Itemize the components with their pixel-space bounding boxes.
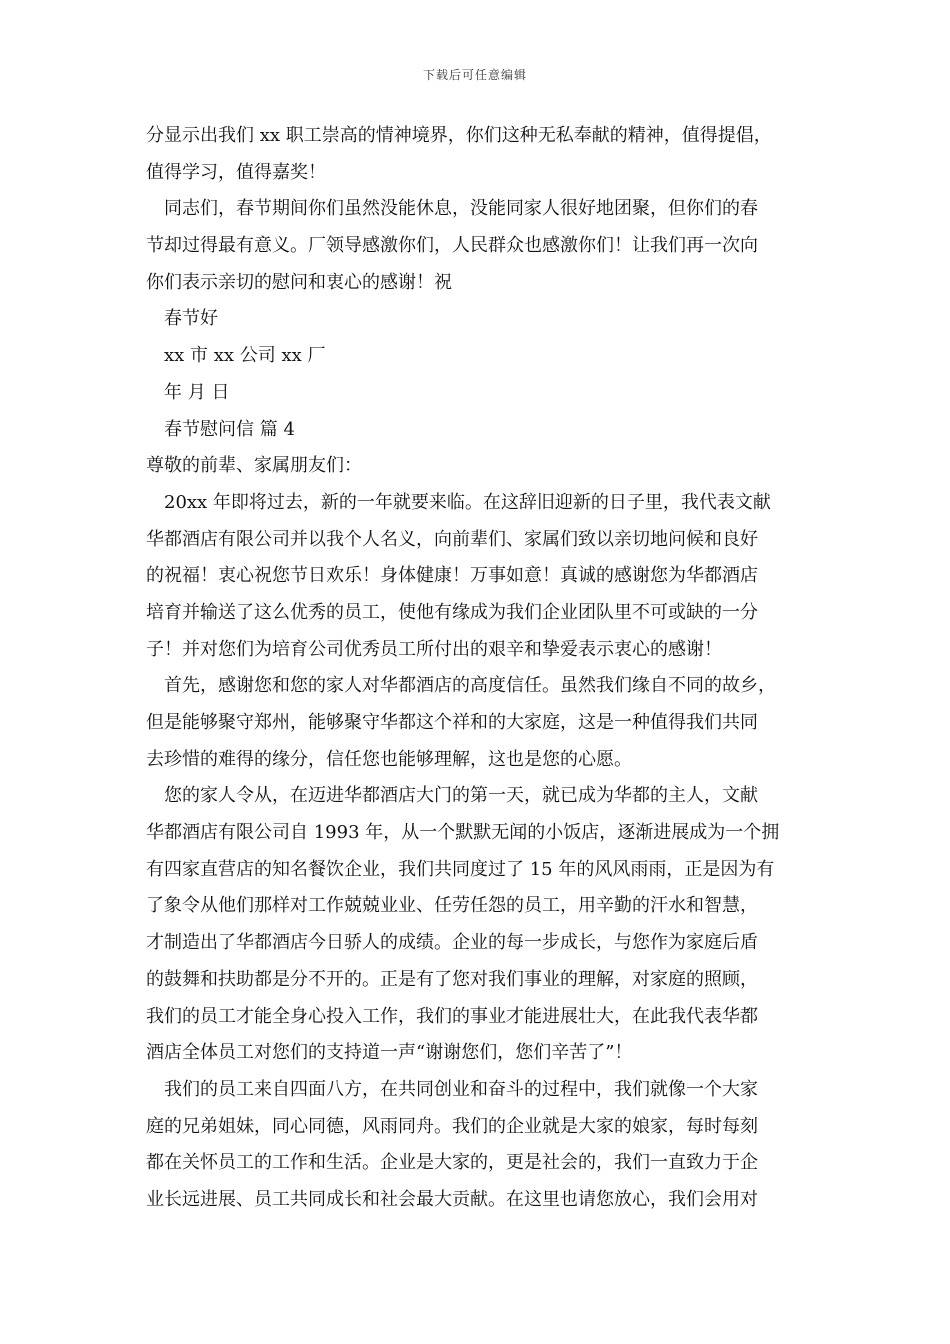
text-line: 节却过得最有意义。厂领导感激你们，人民群众也感激你们！让我们再一次向 — [146, 235, 758, 257]
text-line: 才制造出了华都酒店今日骄人的成绩。企业的每一步成长，与您作为家庭后盾 — [146, 932, 758, 954]
text-line: 的祝福！衷心祝您节日欢乐！身体健康！万事如意！真诚的感谢您为华都酒店 — [146, 565, 758, 587]
text-line: 值得学习，值得嘉奖！ — [146, 161, 326, 183]
text-line: 您的家人令从，在迈进华都酒店大门的第一天，就已成为华都的主人，文献 — [164, 785, 758, 807]
text-line: 分显示出我们 xx 职工崇高的情神境界，你们这种无私奉献的精神，值得提倡， — [146, 125, 772, 146]
page-header: 下载后可任意编辑 — [422, 68, 527, 82]
letter-body — [146, 118, 826, 1219]
text-line: 子！并对您们为培育公司优秀员工所付出的艰辛和挚爱表示衷心的感谢！ — [146, 638, 722, 660]
text-line: xx 市 xx 公司 xx 厂 — [164, 345, 326, 367]
text-line: 有四家直营店的知名餐饮企业，我们共同度过了 15 年的风风雨雨，正是因为有 — [146, 858, 775, 880]
text-line: 春节慰问信 篇 4 — [164, 418, 295, 440]
text-line: 了象令从他们那样对工作兢兢业业、任劳任怨的员工，用辛勤的汗水和智慧， — [146, 895, 758, 917]
text-line: 尊敬的前辈、家属朋友们： — [146, 455, 362, 477]
text-line: 培育并输送了这么优秀的员工，使他有缘成为我们企业团队里不可或缺的一分 — [146, 601, 758, 623]
text-line: 业长远进展、员工共同成长和社会最大贡献。在这里也请您放心，我们会用对 — [146, 1188, 758, 1210]
text-line: 你们表示亲切的慰问和衷心的感谢！祝 — [146, 271, 452, 293]
text-line: 春节好 — [164, 308, 218, 330]
text-line: 都在关怀员工的工作和生活。企业是大家的，更是社会的，我们一直致力于企 — [146, 1152, 758, 1174]
text-line: 我们的员工来自四面八方，在共同创业和奋斗的过程中，我们就像一个大家 — [164, 1078, 758, 1100]
text-line: 首先，感谢您和您的家人对华都酒店的高度信任。虽然我们缘自不同的故乡， — [164, 675, 776, 697]
text-line: 的鼓舞和扶助都是分不开的。正是有了您对我们事业的理解，对家庭的照顾， — [146, 968, 758, 990]
text-line: 我们的员工才能全身心投入工作，我们的事业才能进展壮大，在此我代表华都 — [146, 1005, 758, 1027]
text-line: 华都酒店有限公司自 1993 年，从一个默默无闻的小饭店，逐渐进展成为一个拥 — [146, 822, 780, 844]
text-line: 年 月 日 — [164, 381, 230, 403]
text-line: 但是能够聚守郑州，能够聚守华都这个祥和的大家庭，这是一种值得我们共同 — [146, 712, 758, 733]
text-line: 酒店全体员工对您们的支持道一声“谢谢您们，您们辛苦了”！ — [146, 1042, 633, 1064]
text-line: 20xx 年即将过去，新的一年就要来临。在这辞旧迎新的日子里，我代表文献 — [164, 491, 771, 513]
text-line: 同志们，春节期间你们虽然没能休息，没能同家人很好地团聚，但你们的春 — [164, 198, 758, 220]
text-line: 庭的兄弟姐妹，同心同德，风雨同舟。我们的企业就是大家的娘家，每时每刻 — [146, 1115, 758, 1137]
text-line: 华都酒店有限公司并以我个人名义，向前辈们、家属们致以亲切地问候和良好 — [146, 528, 758, 550]
text-line: 去珍惜的难得的缘分，信任您也能够理解，这也是您的心愿。 — [146, 748, 632, 770]
